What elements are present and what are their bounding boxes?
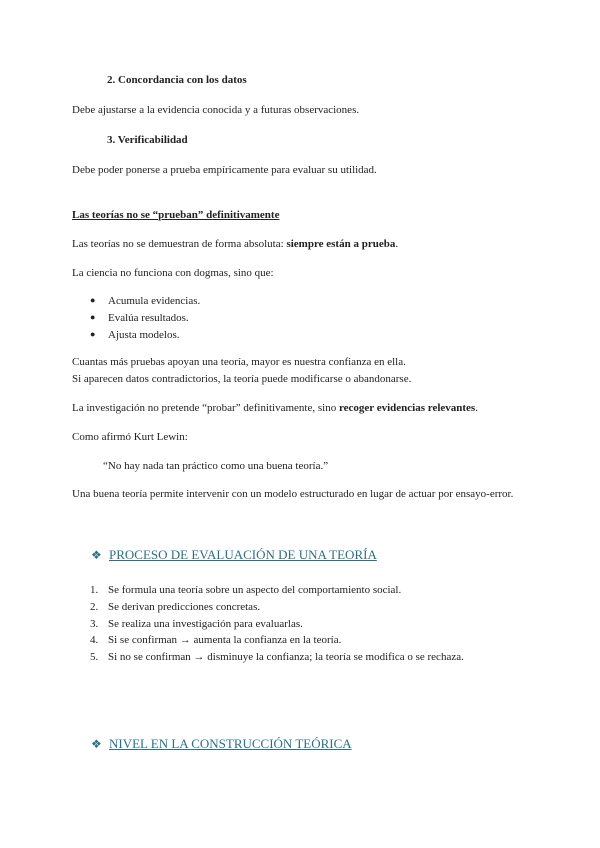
step-number: 3. bbox=[90, 618, 99, 630]
text-span: . bbox=[395, 238, 399, 250]
step-number: 4. bbox=[90, 634, 99, 646]
section-heading-concordancia: 2. Concordancia con los datos bbox=[107, 74, 247, 86]
paragraph-theories-3-line2: Si aparecen datos contradictorios, la teoría puede modificarse o abandonarse. bbox=[72, 373, 412, 385]
bold-span: siempre están a prueba bbox=[286, 238, 396, 250]
step-text: Se derivan predicciones concretas. bbox=[108, 601, 261, 613]
bold-span: recoger evidencias relevantes bbox=[338, 402, 476, 414]
bullet-dot: ● bbox=[90, 295, 96, 305]
step-number: 5. bbox=[90, 651, 99, 663]
text-span: Las teorías no se demuestran de forma absoluta: bbox=[72, 238, 287, 250]
list-item: Evalúa resultados. bbox=[108, 312, 189, 324]
paragraph-theories-5: Como afirmó Kurt Lewin: bbox=[72, 431, 188, 443]
heading-nivel-construccion[interactable]: NIVEL EN LA CONSTRUCCIÓN TEÓRICA bbox=[109, 736, 352, 751]
list-item: Acumula evidencias. bbox=[108, 295, 201, 307]
step-number: 1. bbox=[90, 584, 99, 596]
step-text: Se realiza una investigación para evaluarlas. bbox=[108, 618, 303, 630]
text-span: . bbox=[475, 402, 478, 414]
heading-proceso-evaluacion[interactable]: PROCESO DE EVALUACIÓN DE UNA TEORÍA bbox=[109, 547, 377, 562]
bullet-dot: ● bbox=[90, 329, 96, 339]
section-title-theories: Las teorías no se “prueban” definitivamente bbox=[72, 209, 280, 221]
paragraph-verificabilidad: Debe poder ponerse a prueba empíricamente para evaluar su utilidad. bbox=[72, 164, 377, 176]
paragraph-concordancia: Debe ajustarse a la evidencia conocida y a futuras observaciones. bbox=[72, 104, 360, 116]
step-text: Si se confirman → aumenta la confianza en la teoría. bbox=[108, 634, 342, 646]
quote-lewin: “No hay nada tan práctico como una buena teoría.” bbox=[103, 460, 329, 472]
paragraph-theories-2: La ciencia no funciona con dogmas, sino que: bbox=[72, 267, 274, 279]
text-span: La investigación no pretende “probar” definitivamente, sino bbox=[72, 402, 339, 414]
list-item: Ajusta modelos. bbox=[108, 329, 180, 341]
paragraph-theories-1 bbox=[72, 237, 398, 251]
diamond-bullet-icon: ❖ bbox=[91, 548, 102, 562]
step-text: Si no se confirman → disminuye la confianza; la teoría se modifica o se rechaza. bbox=[108, 651, 464, 663]
step-text: Se formula una teoría sobre un aspecto del comportamiento social. bbox=[108, 584, 402, 596]
diamond-bullet-icon: ❖ bbox=[91, 737, 102, 751]
bullet-dot: ● bbox=[90, 312, 96, 322]
paragraph-theories-6: Una buena teoría permite intervenir con un modelo estructurado en lugar de actuar por ensayo-error. bbox=[72, 488, 514, 500]
section-heading-verificabilidad: 3. Verificabilidad bbox=[107, 134, 188, 146]
step-number: 2. bbox=[90, 601, 99, 613]
paragraph-theories-4 bbox=[72, 401, 478, 415]
paragraph-theories-3-line1: Cuantas más pruebas apoyan una teoría, mayor es nuestra confianza en ella. bbox=[72, 356, 406, 368]
